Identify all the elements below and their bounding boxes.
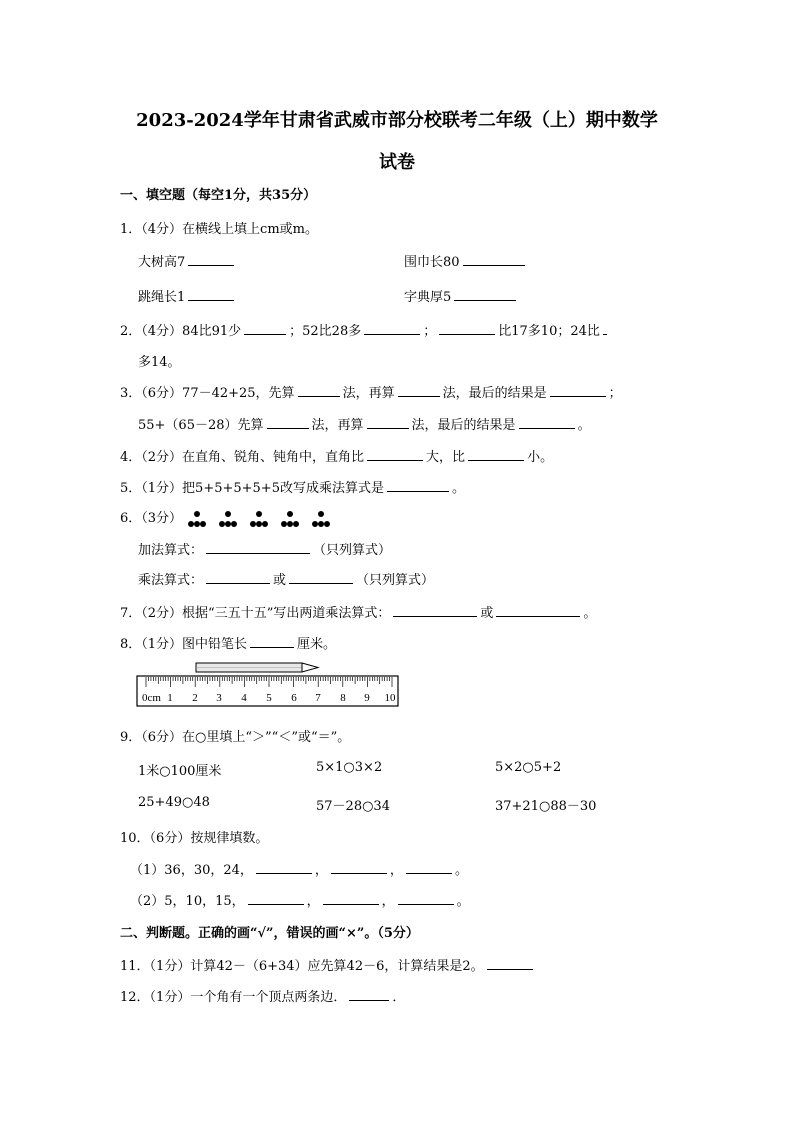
ruler-label-0: 0cm xyxy=(142,692,161,704)
answer-blank[interactable] xyxy=(468,447,524,461)
answer-blank[interactable] xyxy=(496,603,580,617)
section-heading-true-false: 二、判断题。正确的画“√”，错误的画“×”。（5分） xyxy=(120,926,419,941)
answer-blank[interactable] xyxy=(250,634,294,648)
answer-blank[interactable] xyxy=(267,415,309,429)
answer-blank[interactable] xyxy=(367,415,409,429)
q1-item-2: 围巾长80 xyxy=(404,251,528,270)
q9-item-4: 25+49○48 xyxy=(138,795,210,810)
dot-triangle-icon xyxy=(310,510,332,528)
dot-triangle-icon xyxy=(279,510,301,528)
answer-blank[interactable] xyxy=(248,891,304,905)
ruler-label-7: 7 xyxy=(315,692,321,704)
page-title: 2023-2024学年甘肃省武威市部分校联考二年级（上）期中数学 xyxy=(136,110,658,131)
dot-triangle-icon xyxy=(248,510,270,528)
question-9-stem: 9．（6分）在○里填上“＞”“＜”或“＝”。 xyxy=(120,730,351,745)
q6-multiplication-line: 乘法算式： 或 （只列算式） xyxy=(138,569,434,588)
q10-sequence-1: （1）36，30，24， ， ， 。 xyxy=(130,859,468,878)
question-12: 12．（1分）一个角有一个顶点两条边． ． xyxy=(120,986,405,1005)
q9-item-6: 37+21○88－30 xyxy=(495,799,597,814)
answer-blank[interactable] xyxy=(323,891,379,905)
answer-blank[interactable] xyxy=(398,383,440,397)
question-4: 4．（2分）在直角、锐角、钝角中，直角比 大，比 小。 xyxy=(120,446,553,465)
answer-blank[interactable] xyxy=(367,447,423,461)
answer-blank[interactable] xyxy=(331,860,387,874)
ruler-label-2: 2 xyxy=(192,692,198,704)
question-7: 7．（2分）根据“三五十五”写出两道乘法算式： 或 。 xyxy=(120,602,596,621)
answer-blank[interactable] xyxy=(188,252,234,266)
answer-blank[interactable] xyxy=(298,383,340,397)
answer-blank[interactable] xyxy=(398,891,454,905)
question-3-line1: 3．（6分）77－42+25，先算 法，再算 法，最后的结果是 ； xyxy=(120,382,622,401)
question-3-line2: 55+（65－28）先算 法，再算 法，最后的结果是 。 xyxy=(138,414,591,433)
question-11: 11．（1分）计算42－（6+34）应先算42－6，计算结果是2。 xyxy=(120,955,536,974)
question-6-stem: 6．（3分） xyxy=(120,507,341,528)
question-10-stem: 10．（6分）按规律填数。 xyxy=(120,831,269,846)
answer-blank[interactable] xyxy=(256,860,312,874)
ruler-label-5: 5 xyxy=(266,692,272,704)
q9-item-3: 5×2○5+2 xyxy=(495,760,562,775)
pencil-tip xyxy=(302,663,318,672)
question-2-line2: 多14。 xyxy=(138,355,181,370)
section-heading-fill-in: 一、填空题（每空1分，共35分） xyxy=(120,188,317,203)
answer-blank[interactable] xyxy=(244,321,286,335)
answer-blank[interactable] xyxy=(487,956,533,970)
dot-triangle-icon xyxy=(217,510,239,528)
q9-item-5: 57－28○34 xyxy=(316,799,390,814)
answer-blank[interactable] xyxy=(349,987,389,1001)
answer-blank[interactable] xyxy=(289,570,353,584)
answer-blank[interactable] xyxy=(519,415,575,429)
q1-item-3: 跳绳长1 xyxy=(138,286,237,305)
answer-blank[interactable] xyxy=(603,321,607,335)
ruler-label-3: 3 xyxy=(216,692,222,704)
answer-blank[interactable] xyxy=(406,860,452,874)
page-title-line2: 试卷 xyxy=(379,152,415,173)
ruler-label-10: 10 xyxy=(384,692,396,704)
q9-item-1: 1米○100厘米 xyxy=(138,764,222,779)
question-5: 5．（1分）把5+5+5+5+5改写成乘法算式是 。 xyxy=(120,477,465,496)
answer-blank[interactable] xyxy=(188,287,234,301)
question-1-stem: 1．（4分）在横线上填上cm或m。 xyxy=(120,222,318,237)
answer-blank[interactable] xyxy=(550,383,606,397)
answer-blank[interactable] xyxy=(387,478,449,492)
q1-item-4: 字典厚5 xyxy=(404,286,519,305)
question-8: 8．（1分）图中铅笔长 厘米。 xyxy=(120,633,336,652)
ruler-label-1: 1 xyxy=(167,692,173,704)
ruler-label-6: 6 xyxy=(291,692,297,704)
answer-blank[interactable] xyxy=(463,252,525,266)
question-2-line1: 2．（4分）84比91少 ；52比28多 ； 比17多10；24比 xyxy=(120,320,610,339)
answer-blank[interactable] xyxy=(439,321,495,335)
ruler-label-4: 4 xyxy=(241,692,247,704)
q6-addition-line: 加法算式： （只列算式） xyxy=(138,539,391,558)
answer-blank[interactable] xyxy=(206,570,270,584)
ruler-label-8: 8 xyxy=(340,692,346,704)
answer-blank[interactable] xyxy=(364,321,420,335)
answer-blank[interactable] xyxy=(454,287,516,301)
answer-blank[interactable] xyxy=(206,540,310,554)
ruler-with-pencil xyxy=(136,660,400,710)
q1-item-1: 大树高7 xyxy=(138,251,237,270)
q10-sequence-2: （2）5，10，15， ， ， 。 xyxy=(130,890,470,909)
dot-triangle-icon xyxy=(186,510,208,528)
answer-blank[interactable] xyxy=(393,603,477,617)
ruler-label-9: 9 xyxy=(364,692,370,704)
q9-item-2: 5×1○3×2 xyxy=(316,760,383,775)
